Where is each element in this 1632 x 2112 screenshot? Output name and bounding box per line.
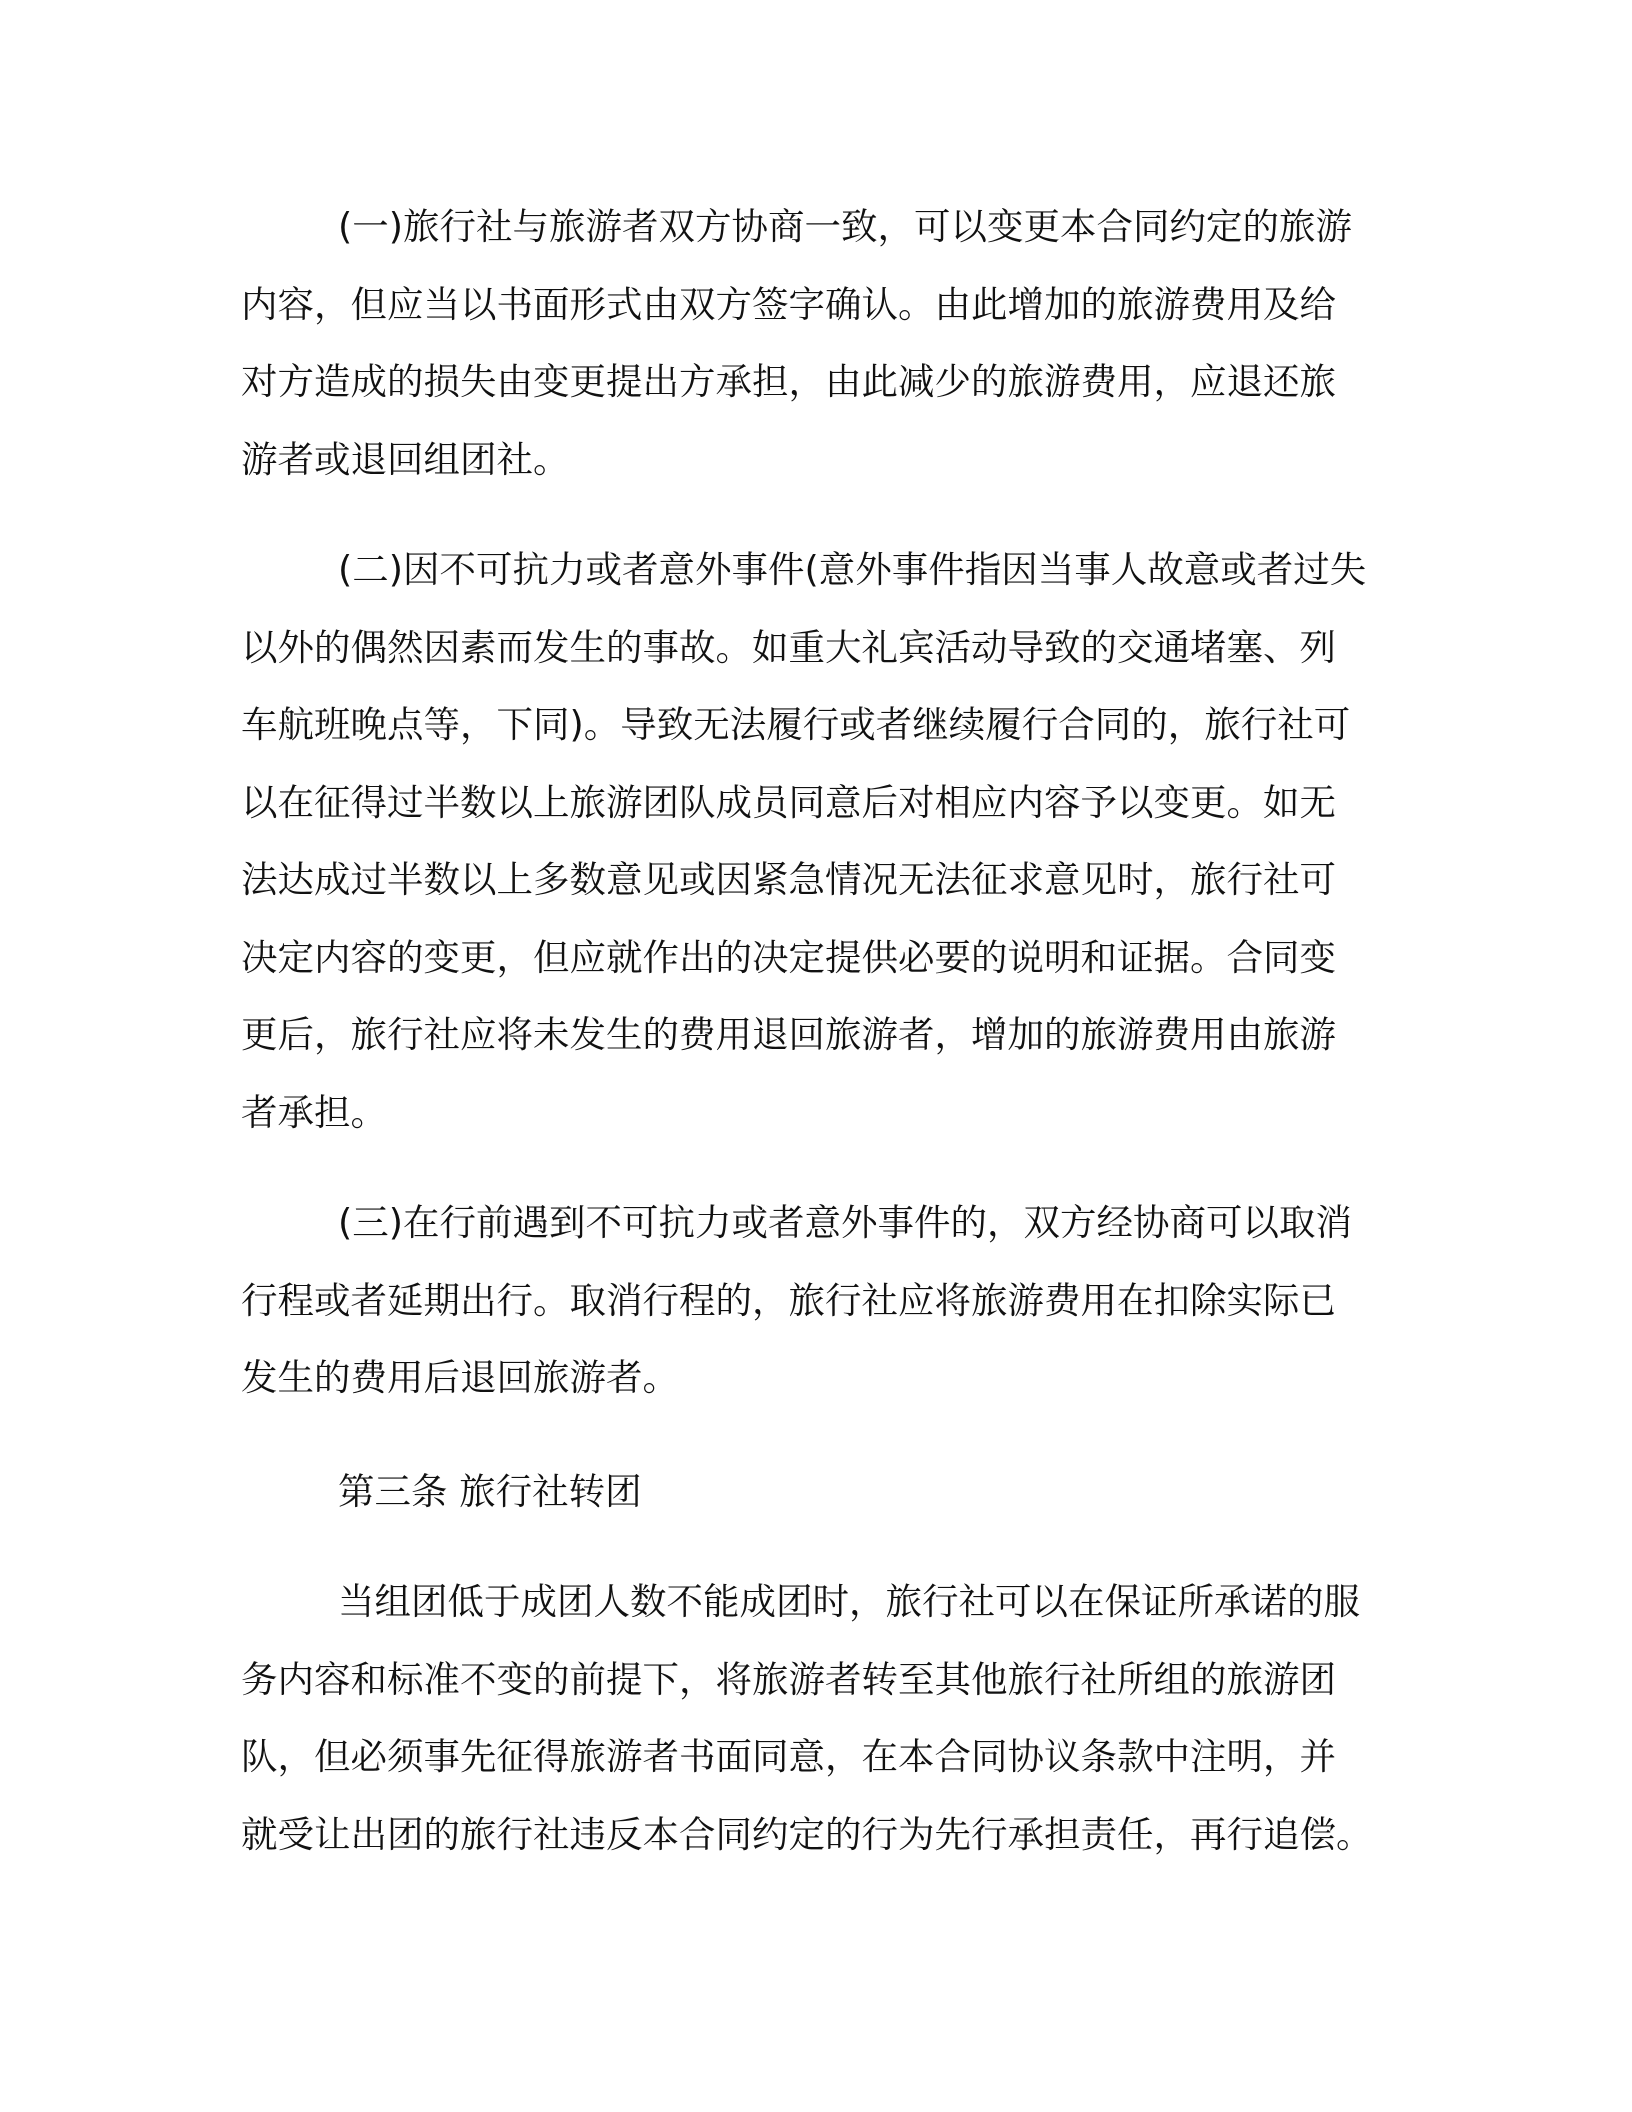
heading-text: 第三条 旅行社转团 [338, 1469, 642, 1513]
document-body [241, 188, 1391, 1873]
text-line: 以外的偶然因素而发生的事故。如重大礼宾活动导致的交通堵塞、列 [241, 625, 1336, 669]
paragraph-clause-3 [241, 1184, 1391, 1417]
text-line: 发生的费用后退回旅游者。 [241, 1356, 679, 1399]
text-line: 对方造成的损失由变更提出方承担，由此减少的旅游费用，应退还旅 [241, 360, 1336, 403]
text-line: 游者或退回组团社。 [241, 437, 570, 481]
text-line: 法达成过半数以上多数意见或因紧急情况无法征求意见时，旅行社可 [241, 858, 1336, 901]
text-line: 务内容和标准不变的前提下，将旅游者转至其他旅行社所组的旅游团 [241, 1657, 1336, 1701]
paragraph-clause-2 [241, 531, 1391, 1151]
text-line: 行程或者延期出行。取消行程的，旅行社应将旅游费用在扣除实际已 [241, 1278, 1336, 1322]
text-line: 队，但必须事先征得旅游者书面同意，在本合同协议条款中注明，并 [241, 1735, 1336, 1778]
text-line: 者承担。 [241, 1090, 387, 1134]
text-line: 车航班晚点等，下同)。导致无法履行或者继续履行合同的，旅行社可 [241, 703, 1351, 746]
text-line: 决定内容的变更，但应就作出的决定提供必要的说明和证据。合同变 [241, 935, 1336, 979]
text-line: (二)因不可抗力或者意外事件(意外事件指因当事人故意或者过失 [338, 548, 1367, 591]
paragraph-clause-1 [241, 188, 1391, 498]
text-line: (三)在行前遇到不可抗力或者意外事件的，双方经协商可以取消 [338, 1201, 1352, 1244]
paragraph-article-3 [241, 1563, 1391, 1873]
text-line: 就受让出团的旅行社违反本合同约定的行为先行承担责任，再行追偿。 [241, 1812, 1373, 1856]
text-line: 当组团低于成团人数不能成团时，旅行社可以在保证所承诺的服 [338, 1580, 1360, 1623]
text-line: 以在征得过半数以上旅游团队成员同意后对相应内容予以变更。如无 [241, 780, 1336, 824]
text-line: (一)旅行社与旅游者双方协商一致，可以变更本合同约定的旅游 [338, 205, 1352, 248]
article-heading [241, 1453, 1391, 1531]
text-line: 内容，但应当以书面形式由双方签字确认。由此增加的旅游费用及给 [241, 282, 1336, 326]
text-line: 更后，旅行社应将未发生的费用退回旅游者，增加的旅游费用由旅游 [241, 1013, 1336, 1056]
